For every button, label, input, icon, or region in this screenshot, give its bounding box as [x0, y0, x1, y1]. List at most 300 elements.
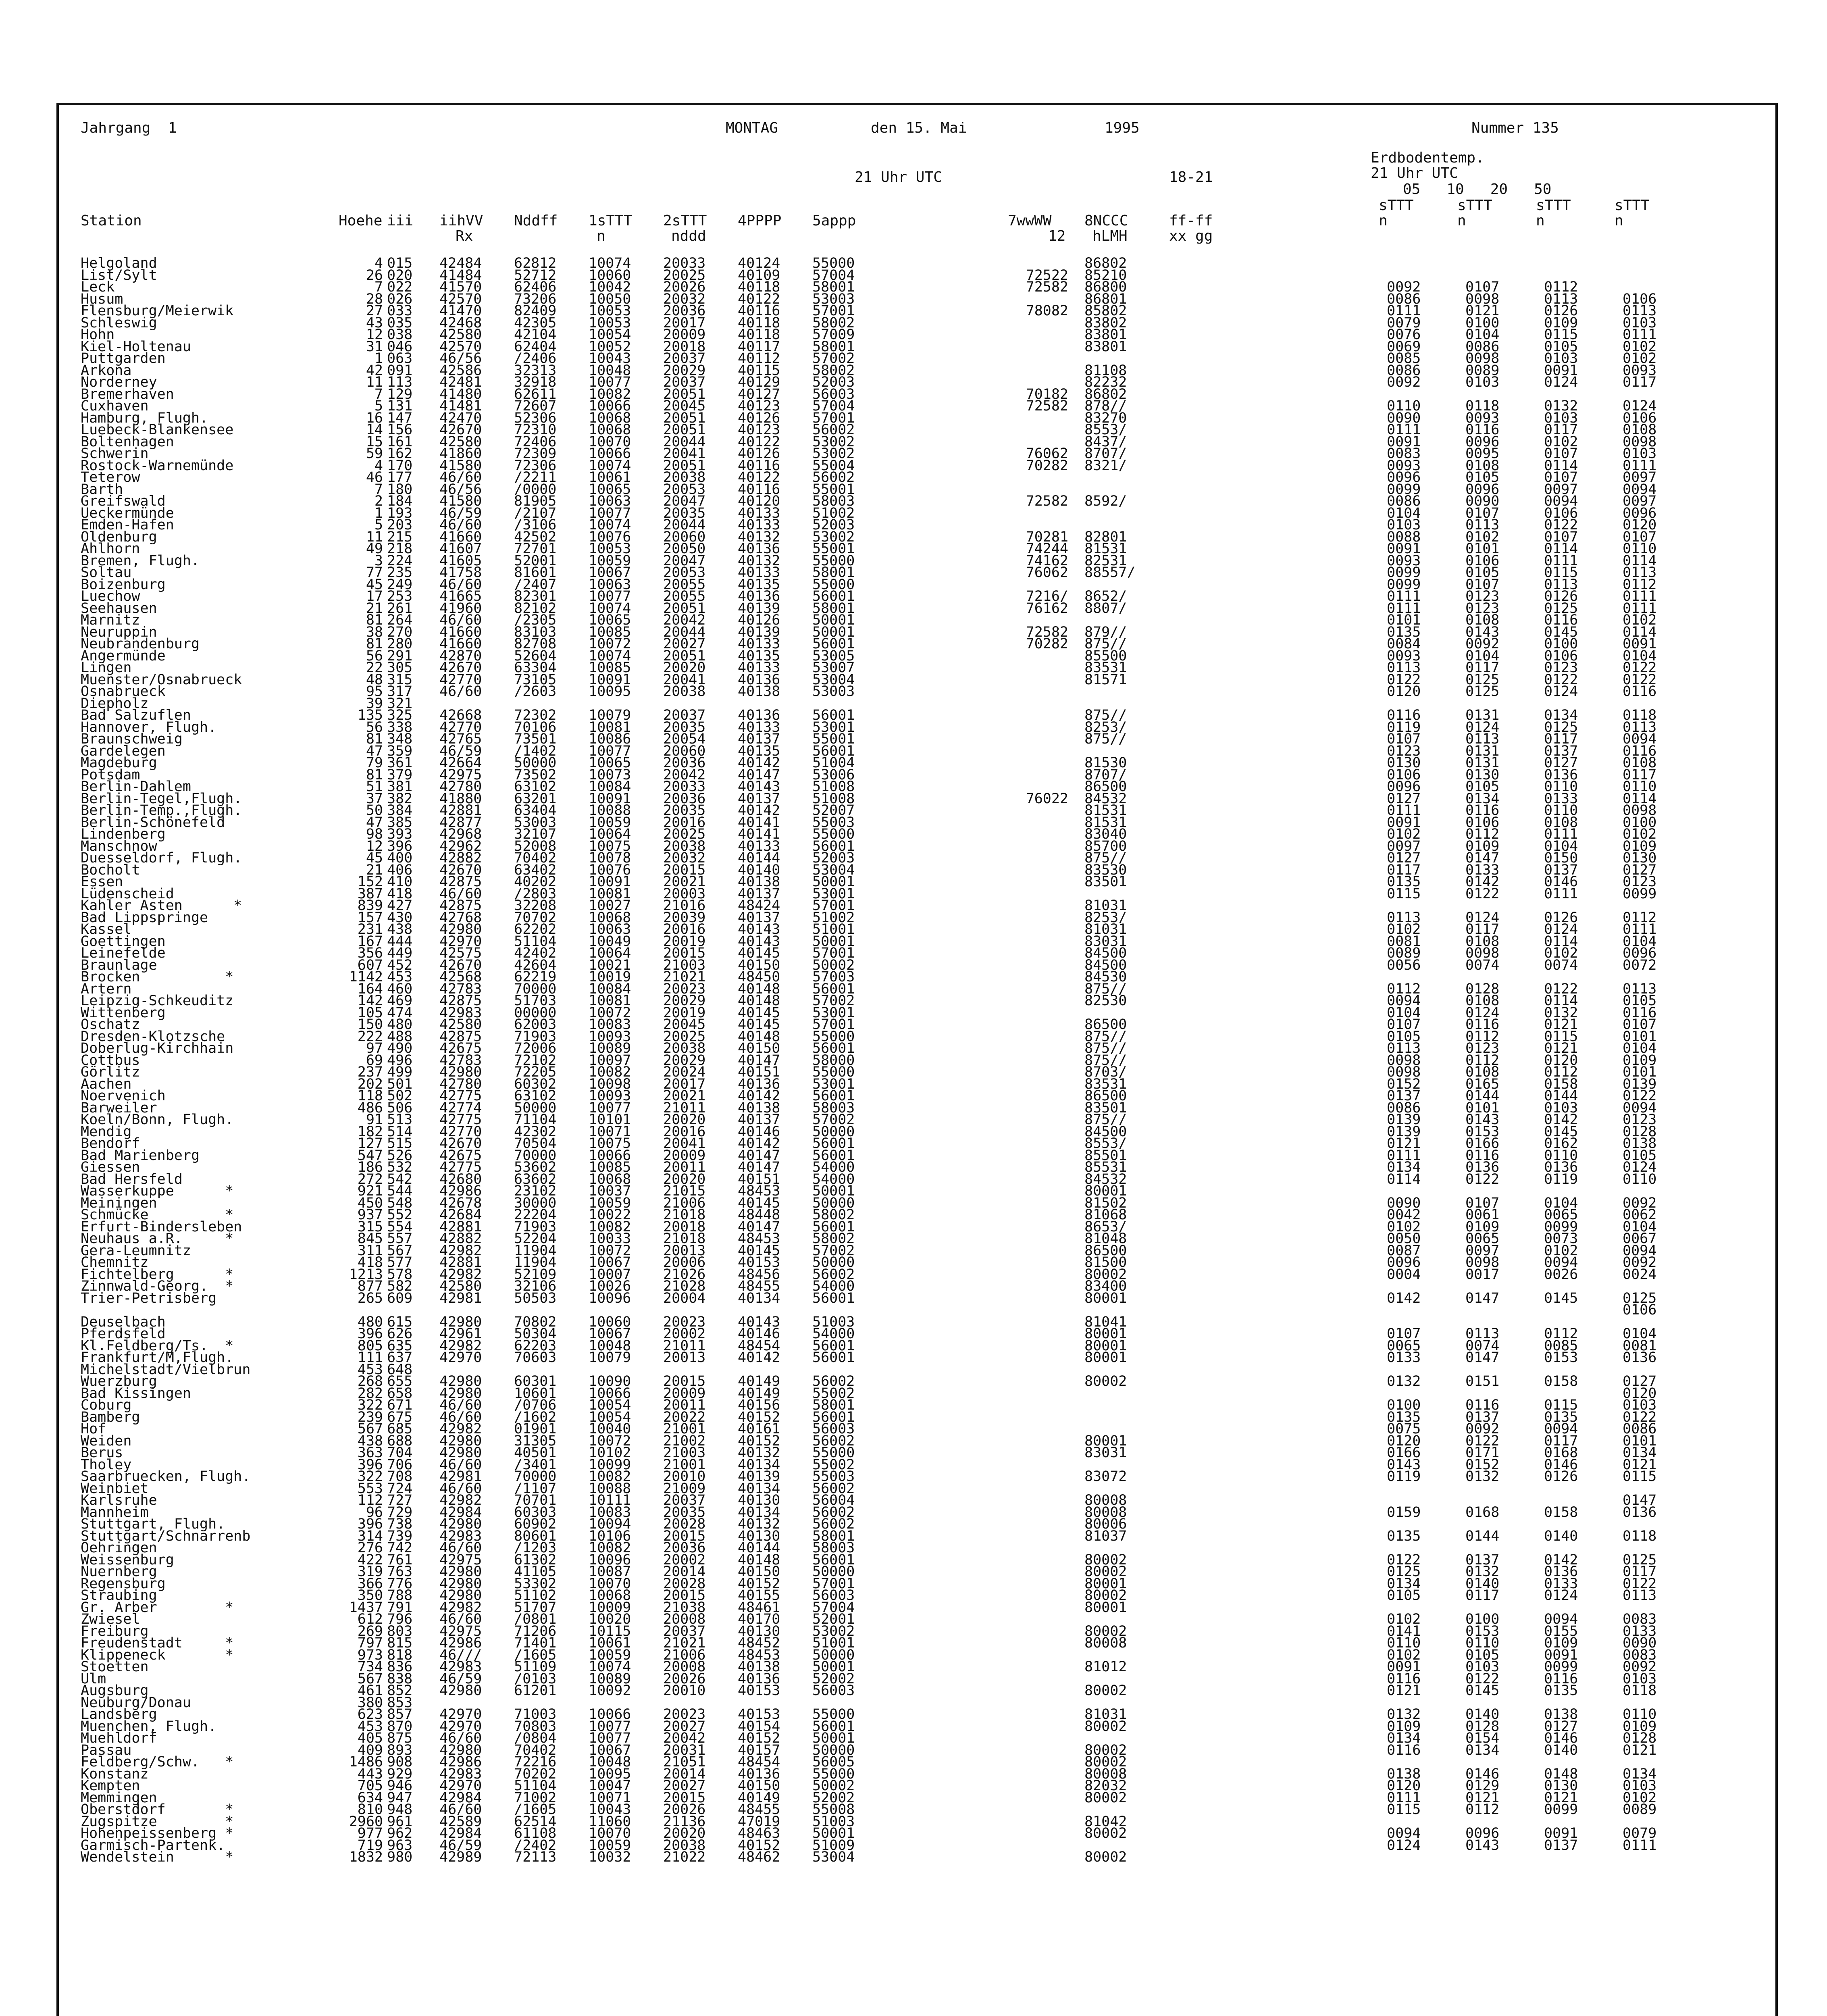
soil-temp-value: 0093	[1623, 362, 1657, 379]
soil-temp-value: 0110	[1387, 398, 1421, 414]
7wwww-value: 70182	[1026, 386, 1068, 402]
soil-temp-value: 0109	[1465, 1218, 1500, 1235]
iihvv-value: 42783	[439, 981, 482, 997]
iii-value: 396	[387, 838, 413, 854]
1sttt-value: 10061	[589, 1635, 631, 1651]
2sttt-value: 20020	[663, 660, 706, 676]
8nccc-value: 85501	[1084, 1147, 1127, 1164]
nddff-value: 32208	[514, 898, 557, 914]
8nccc-value: 80002	[1084, 1754, 1127, 1770]
soil-temp-value: 0122	[1623, 1409, 1657, 1425]
nddff-value: 70702	[514, 909, 557, 926]
iihvv-value: 42468	[439, 314, 482, 331]
soil-temp-value: 0134	[1387, 1730, 1421, 1746]
hoehe-value: 607	[357, 957, 383, 973]
2sttt-value: 20021	[663, 1088, 706, 1104]
2sttt-value: 20037	[663, 707, 706, 723]
4pppp-value: 48454	[738, 1337, 780, 1354]
soil-temp-value: 0158	[1544, 1076, 1578, 1092]
5appp-value: 57002	[812, 993, 855, 1009]
4pppp-value: 40150	[738, 957, 780, 973]
soil-temp-value: 0099	[1387, 481, 1421, 498]
4pppp-value: 40118	[738, 279, 780, 295]
iii-value: 147	[387, 410, 413, 426]
hoehe-value: 319	[357, 1564, 383, 1580]
table-row	[0, 255, 1827, 271]
4pppp-value: 40130	[738, 1623, 780, 1639]
8nccc-value: 80002	[1084, 1564, 1127, 1580]
iihvv-value: 42970	[439, 933, 482, 950]
4pppp-value: 40135	[738, 743, 780, 759]
5appp-value: 57004	[812, 267, 855, 283]
2sttt-value: 20051	[663, 600, 706, 616]
nddff-value: 63402	[514, 862, 557, 878]
soil-temp-value: 0094	[1544, 1421, 1578, 1437]
iihvv-value: 42580	[439, 327, 482, 343]
iii-value: 578	[387, 1266, 413, 1283]
8nccc-value: 81502	[1084, 1195, 1127, 1211]
iii-value: 015	[387, 255, 413, 271]
4pppp-value: 40137	[738, 1112, 780, 1128]
soil-temp-value: 0107	[1623, 1016, 1657, 1033]
hoehe-value: 81	[366, 766, 383, 783]
iihvv-value: 42484	[439, 255, 482, 271]
5appp-value: 57004	[812, 1599, 855, 1616]
soil-temp-value: 0107	[1544, 469, 1578, 485]
soil-temp-value: 0120	[1623, 517, 1657, 533]
soil-temp-value: 0110	[1623, 541, 1657, 557]
iihvv-value: 42470	[439, 410, 482, 426]
nddff-value: 50000	[514, 1100, 557, 1116]
5appp-value: 53001	[812, 1076, 855, 1092]
col-stt2: sTTT	[1457, 197, 1492, 214]
8nccc-value: 84500	[1084, 1123, 1127, 1140]
5appp-value: 57001	[812, 410, 855, 426]
2sttt-value: 20020	[663, 1171, 706, 1187]
table-row	[0, 1480, 1827, 1497]
2sttt-value: 20009	[663, 1147, 706, 1164]
hoehe-value: 396	[357, 1516, 383, 1532]
1sttt-value: 10047	[589, 1778, 631, 1794]
5appp-value: 50000	[812, 1254, 855, 1270]
soil-temp-value: 0118	[1465, 398, 1500, 414]
1sttt-value: 10089	[589, 1040, 631, 1056]
soil-temp-value: 0116	[1465, 422, 1500, 438]
hoehe-value: 322	[357, 1468, 383, 1485]
station-name: Kiel-Holtenau	[81, 338, 191, 355]
station-name: Ahlhorn	[81, 541, 140, 557]
soil-temp-value: 0069	[1387, 338, 1421, 355]
8nccc-value: 80008	[1084, 1766, 1127, 1782]
station-name: Bad Marienberg	[81, 1147, 200, 1164]
1sttt-value: 10077	[589, 1730, 631, 1746]
8nccc-value: 83531	[1084, 1076, 1127, 1092]
soil-temp-value: 0102	[1387, 826, 1421, 842]
1sttt-value: 10084	[589, 981, 631, 997]
iihvv-value: 46///	[439, 1647, 482, 1663]
8nccc-value: 83801	[1084, 327, 1127, 343]
soil-temp-value: 0124	[1623, 398, 1657, 414]
soil-temp-value: 0133	[1623, 1623, 1657, 1639]
iii-value: 675	[387, 1409, 413, 1425]
nddff-value: 63404	[514, 802, 557, 818]
nddff-value: 00000	[514, 1004, 557, 1021]
4pppp-value: 40170	[738, 1611, 780, 1627]
2sttt-value: 21003	[663, 1445, 706, 1461]
5appp-value: 58002	[812, 1207, 855, 1223]
soil-temp-value: 0102	[1387, 1218, 1421, 1235]
iii-value: 430	[387, 909, 413, 926]
5appp-value: 56001	[812, 1147, 855, 1164]
iii-value: 946	[387, 1778, 413, 1794]
4pppp-value: 40137	[738, 731, 780, 747]
iii-value: 474	[387, 1004, 413, 1021]
soil-temp-value: 0147	[1623, 1492, 1657, 1508]
soil-temp-value: 0105	[1387, 1587, 1421, 1604]
station-name: Husum	[81, 291, 123, 307]
hoehe-value: 282	[357, 1385, 383, 1402]
iii-value: 542	[387, 1171, 413, 1187]
4pppp-value: 40132	[738, 1445, 780, 1461]
iihvv-value: 42962	[439, 838, 482, 854]
4pppp-value: 48462	[738, 1849, 780, 1865]
nddff-value: /0706	[514, 1397, 557, 1413]
station-name: Muenchen, Flugh.	[81, 1718, 217, 1735]
2sttt-value: 20017	[663, 314, 706, 331]
4pppp-value: 40148	[738, 1028, 780, 1045]
5appp-value: 56001	[812, 1552, 855, 1568]
8nccc-value: 83270	[1084, 410, 1127, 426]
table-row	[0, 1350, 1827, 1366]
2sttt-value: 20044	[663, 517, 706, 533]
soil-temp-value: 0086	[1387, 493, 1421, 509]
5appp-value: 57002	[812, 1242, 855, 1259]
iihvv-value: 42568	[439, 969, 482, 985]
2sttt-value: 20021	[663, 874, 706, 890]
iii-value: 963	[387, 1837, 413, 1854]
soil-temp-value: 0110	[1465, 1635, 1500, 1651]
1sttt-value: 10067	[589, 1326, 631, 1342]
1sttt-value: 10066	[589, 1385, 631, 1402]
2sttt-value: 20013	[663, 1350, 706, 1366]
8nccc-value: 83801	[1084, 338, 1127, 355]
station-name: Helgoland	[81, 255, 157, 271]
5appp-value: 52002	[812, 1670, 855, 1687]
2sttt-value: 20010	[663, 1468, 706, 1485]
soil-temp-value: 0083	[1623, 1611, 1657, 1627]
5appp-value: 55000	[812, 552, 855, 569]
iii-value: 131	[387, 398, 413, 414]
2sttt-value: 20003	[663, 885, 706, 902]
soil-temp-value: 0113	[1623, 719, 1657, 735]
2sttt-value: 20031	[663, 1742, 706, 1758]
2sttt-value: 21018	[663, 1231, 706, 1247]
soil-temp-value: 0134	[1387, 1575, 1421, 1592]
2sttt-value: 20015	[663, 1789, 706, 1806]
soil-temp-value: 0114	[1623, 552, 1657, 569]
soil-temp-value: 0136	[1544, 766, 1578, 783]
soil-temp-value: 0094	[1623, 1100, 1657, 1116]
soil-temp-value: 0103	[1387, 517, 1421, 533]
soil-temp-value: 0145	[1544, 624, 1578, 640]
soil-temp-value: 0132	[1544, 398, 1578, 414]
2sttt-value: 20015	[663, 1528, 706, 1544]
station-name: Lüdenscheid	[81, 885, 174, 902]
hoehe-value: 118	[357, 1088, 383, 1104]
4pppp-value: 40153	[738, 1706, 780, 1722]
soil-temp-value: 0147	[1465, 1350, 1500, 1366]
iii-value: 742	[387, 1540, 413, 1556]
nddff-value: 72607	[514, 398, 557, 414]
soil-temp-value: 0102	[1623, 1789, 1657, 1806]
iihvv-value: 42970	[439, 1778, 482, 1794]
soil-temp-value: 0112	[1544, 1064, 1578, 1080]
iii-value: 499	[387, 1064, 413, 1080]
8nccc-value: 83531	[1084, 660, 1127, 676]
iii-value: 218	[387, 541, 413, 557]
iihvv-value: 42670	[439, 957, 482, 973]
1sttt-value: 11060	[589, 1813, 631, 1830]
2sttt-value: 20035	[663, 719, 706, 735]
hoehe-value: 4	[374, 255, 383, 271]
soil-temp-value: 0137	[1387, 1088, 1421, 1104]
iihvv-value: 42980	[439, 1385, 482, 1402]
4pppp-value: 40150	[738, 1040, 780, 1056]
soil-temp-value: 0024	[1623, 1266, 1657, 1283]
soil-temp-value: 0101	[1623, 1064, 1657, 1080]
4pppp-value: 40133	[738, 505, 780, 521]
hoehe-value: 81	[366, 636, 383, 652]
5appp-value: 53001	[812, 1004, 855, 1021]
4pppp-value: 40153	[738, 1683, 780, 1699]
iii-value: 400	[387, 850, 413, 866]
1sttt-value: 10027	[589, 898, 631, 914]
iii-value: 480	[387, 1016, 413, 1033]
iii-value: 615	[387, 1314, 413, 1330]
station-name: Luebeck-Blankensee	[81, 422, 234, 438]
utc-right-label: 21 Uhr UTC	[1371, 165, 1458, 181]
nddff-value: 70803	[514, 1718, 557, 1735]
nddff-value: /2406	[514, 350, 557, 367]
soil-temp-value: 0144	[1465, 1088, 1500, 1104]
nddff-value: /2402	[514, 1837, 557, 1854]
nddff-value: 60301	[514, 1373, 557, 1389]
soil-temp-value: 0135	[1387, 624, 1421, 640]
4pppp-value: 48456	[738, 1266, 780, 1283]
iihvv-value: 46/60	[439, 576, 482, 593]
7wwww-value: 72582	[1026, 624, 1068, 640]
5appp-value: 56001	[812, 1218, 855, 1235]
2sttt-value: 21015	[663, 1183, 706, 1199]
hoehe-value: 265	[357, 1290, 383, 1306]
iihvv-value: 42980	[439, 1373, 482, 1389]
station-name: Neuruppin	[81, 624, 157, 640]
hoehe-value: 7	[374, 279, 383, 295]
hoehe-value: 567	[357, 1670, 383, 1687]
soil-temp-value: 0134	[1544, 707, 1578, 723]
hoehe-value: 322	[357, 1397, 383, 1413]
iihvv-value: 42970	[439, 1350, 482, 1366]
2sttt-value: 20035	[663, 1504, 706, 1520]
soil-temp-value: 0122	[1623, 660, 1657, 676]
nddff-value: 63602	[514, 1171, 557, 1187]
8nccc-value: 81531	[1084, 541, 1127, 557]
7wwww-value: 74162	[1026, 552, 1068, 569]
nddff-value: 23102	[514, 1183, 557, 1199]
soil-temp-value: 0113	[1465, 517, 1500, 533]
iihvv-value: 42570	[439, 338, 482, 355]
hoehe-value: 79	[366, 755, 383, 771]
soil-temp-value: 0105	[1544, 338, 1578, 355]
iihvv-value: 42881	[439, 802, 482, 818]
soil-temp-value: 0101	[1623, 1433, 1657, 1449]
soil-temp-value: 0124	[1465, 909, 1500, 926]
hoehe-value: 49	[366, 541, 383, 557]
soil-temp-value: 0086	[1623, 1421, 1657, 1437]
iihvv-value: 42982	[439, 1242, 482, 1259]
5appp-value: 56001	[812, 1409, 855, 1425]
soil-temp-value: 0137	[1544, 743, 1578, 759]
5appp-value: 56001	[812, 1290, 855, 1306]
station-name: Braunschweig	[81, 731, 183, 747]
station-name: Berus	[81, 1445, 123, 1461]
4pppp-value: 40139	[738, 1468, 780, 1485]
table-row	[0, 1266, 1827, 1283]
hoehe-value: 350	[357, 1587, 383, 1604]
nddff-value: 40202	[514, 874, 557, 890]
soil-temp-value: 0117	[1544, 422, 1578, 438]
5appp-value: 58001	[812, 564, 855, 581]
nddff-value: /2107	[514, 505, 557, 521]
soil-temp-value: 0097	[1623, 469, 1657, 485]
soil-temp-value: 0129	[1465, 1778, 1500, 1794]
1sttt-value: 10075	[589, 1135, 631, 1152]
5appp-value: 50002	[812, 1778, 855, 1794]
2sttt-value: 20023	[663, 1314, 706, 1330]
soil-temp-value: 0094	[1387, 993, 1421, 1009]
4pppp-value: 40152	[738, 1730, 780, 1746]
soil-temp-value: 0153	[1465, 1123, 1500, 1140]
soil-temp-value: 0109	[1465, 838, 1500, 854]
hoehe-value: 152	[357, 874, 383, 890]
1sttt-value: 10070	[589, 433, 631, 450]
station-name: Schmücke *	[81, 1207, 234, 1223]
soil-temp-value: 0141	[1387, 1623, 1421, 1639]
5appp-value: 56002	[812, 1480, 855, 1497]
nddff-value: /1602	[514, 1409, 557, 1425]
soil-temp-value: 0116	[1387, 1742, 1421, 1758]
table-row	[0, 1468, 1827, 1485]
4pppp-value: 40147	[738, 1052, 780, 1068]
hoehe-value: 5	[374, 517, 383, 533]
iii-value: 035	[387, 314, 413, 331]
iii-value: 502	[387, 1088, 413, 1104]
col-nddd: nddd	[671, 228, 706, 244]
4pppp-value: 40156	[738, 1397, 780, 1413]
4pppp-value: 40148	[738, 981, 780, 997]
iii-value: 532	[387, 1159, 413, 1175]
iii-value: 410	[387, 874, 413, 890]
nddff-value: 41105	[514, 1564, 557, 1580]
1sttt-value: 10091	[589, 671, 631, 688]
iihvv-value: 42981	[439, 1290, 482, 1306]
soil-temp-value: 0137	[1544, 1837, 1578, 1854]
table-row	[0, 1742, 1827, 1758]
iihvv-value: 42980	[439, 1742, 482, 1758]
1sttt-value: 10021	[589, 957, 631, 973]
iii-value: 184	[387, 493, 413, 509]
station-name: Deuselbach	[81, 1314, 166, 1330]
soil-temp-value: 0100	[1465, 314, 1500, 331]
soil-temp-value: 0114	[1623, 790, 1657, 807]
4pppp-value: 40134	[738, 1480, 780, 1497]
soil-temp-value: 0112	[1387, 981, 1421, 997]
iii-value: 870	[387, 1718, 413, 1735]
soil-temp-value: 0132	[1465, 1468, 1500, 1485]
soil-temp-value: 0134	[1465, 1742, 1500, 1758]
iihvv-value: 46/59	[439, 505, 482, 521]
hoehe-value: 3	[374, 552, 383, 569]
soil-temp-value: 0065	[1387, 1337, 1421, 1354]
nddff-value: 71104	[514, 1112, 557, 1128]
8nccc-value: 81108	[1084, 362, 1127, 379]
soil-temp-value: 0106	[1544, 505, 1578, 521]
jahrgang-label: Jahrgang 1	[81, 120, 177, 136]
soil-temp-value: 0111	[1544, 826, 1578, 842]
soil-temp-value: 0095	[1465, 446, 1500, 462]
5appp-value: 53002	[812, 446, 855, 462]
soil-temp-value: 0111	[1623, 921, 1657, 937]
iii-value: 648	[387, 1361, 413, 1378]
iihvv-value: 42570	[439, 291, 482, 307]
table-row	[0, 885, 1827, 902]
soil-temp-value: 0145	[1465, 1683, 1500, 1699]
hoehe-value: 11	[366, 374, 383, 390]
soil-temp-value: 0085	[1387, 350, 1421, 367]
nddff-value: 70000	[514, 1468, 557, 1485]
8nccc-value: 875//	[1084, 707, 1127, 723]
8nccc-value: 80001	[1084, 1183, 1127, 1199]
hoehe-value: 11	[366, 529, 383, 545]
4pppp-value: 48455	[738, 1278, 780, 1294]
station-name: Erfurt-Bindersleben	[81, 1218, 242, 1235]
station-name: Artern	[81, 981, 132, 997]
soil-temp-value: 0113	[1623, 564, 1657, 581]
soil-temp-value: 0091	[1387, 541, 1421, 557]
station-name: Regensburg	[81, 1575, 166, 1592]
5appp-value: 52003	[812, 850, 855, 866]
soil-temp-value: 0091	[1544, 1825, 1578, 1841]
col-xxgg: xx gg	[1169, 228, 1213, 244]
station-name: Cuxhaven	[81, 398, 149, 414]
5appp-value: 52001	[812, 1611, 855, 1627]
soil-temp-value: 0113	[1623, 981, 1657, 997]
soil-temp-value: 0154	[1465, 1730, 1500, 1746]
nddff-value: 62406	[514, 279, 557, 295]
5appp-value: 57003	[812, 969, 855, 985]
2sttt-value: 20011	[663, 1159, 706, 1175]
soil-temp-value: 0103	[1544, 1100, 1578, 1116]
2sttt-value: 21011	[663, 1100, 706, 1116]
station-name: Noervenich	[81, 1088, 166, 1104]
1sttt-value: 10085	[589, 660, 631, 676]
iii-value: 853	[387, 1694, 413, 1711]
hoehe-value: 21	[366, 600, 383, 616]
1sttt-value: 10066	[589, 398, 631, 414]
8nccc-value: 82232	[1084, 374, 1127, 390]
col-n4: n	[1615, 212, 1623, 229]
station-name: Leipzig-Schkeuditz	[81, 993, 234, 1009]
